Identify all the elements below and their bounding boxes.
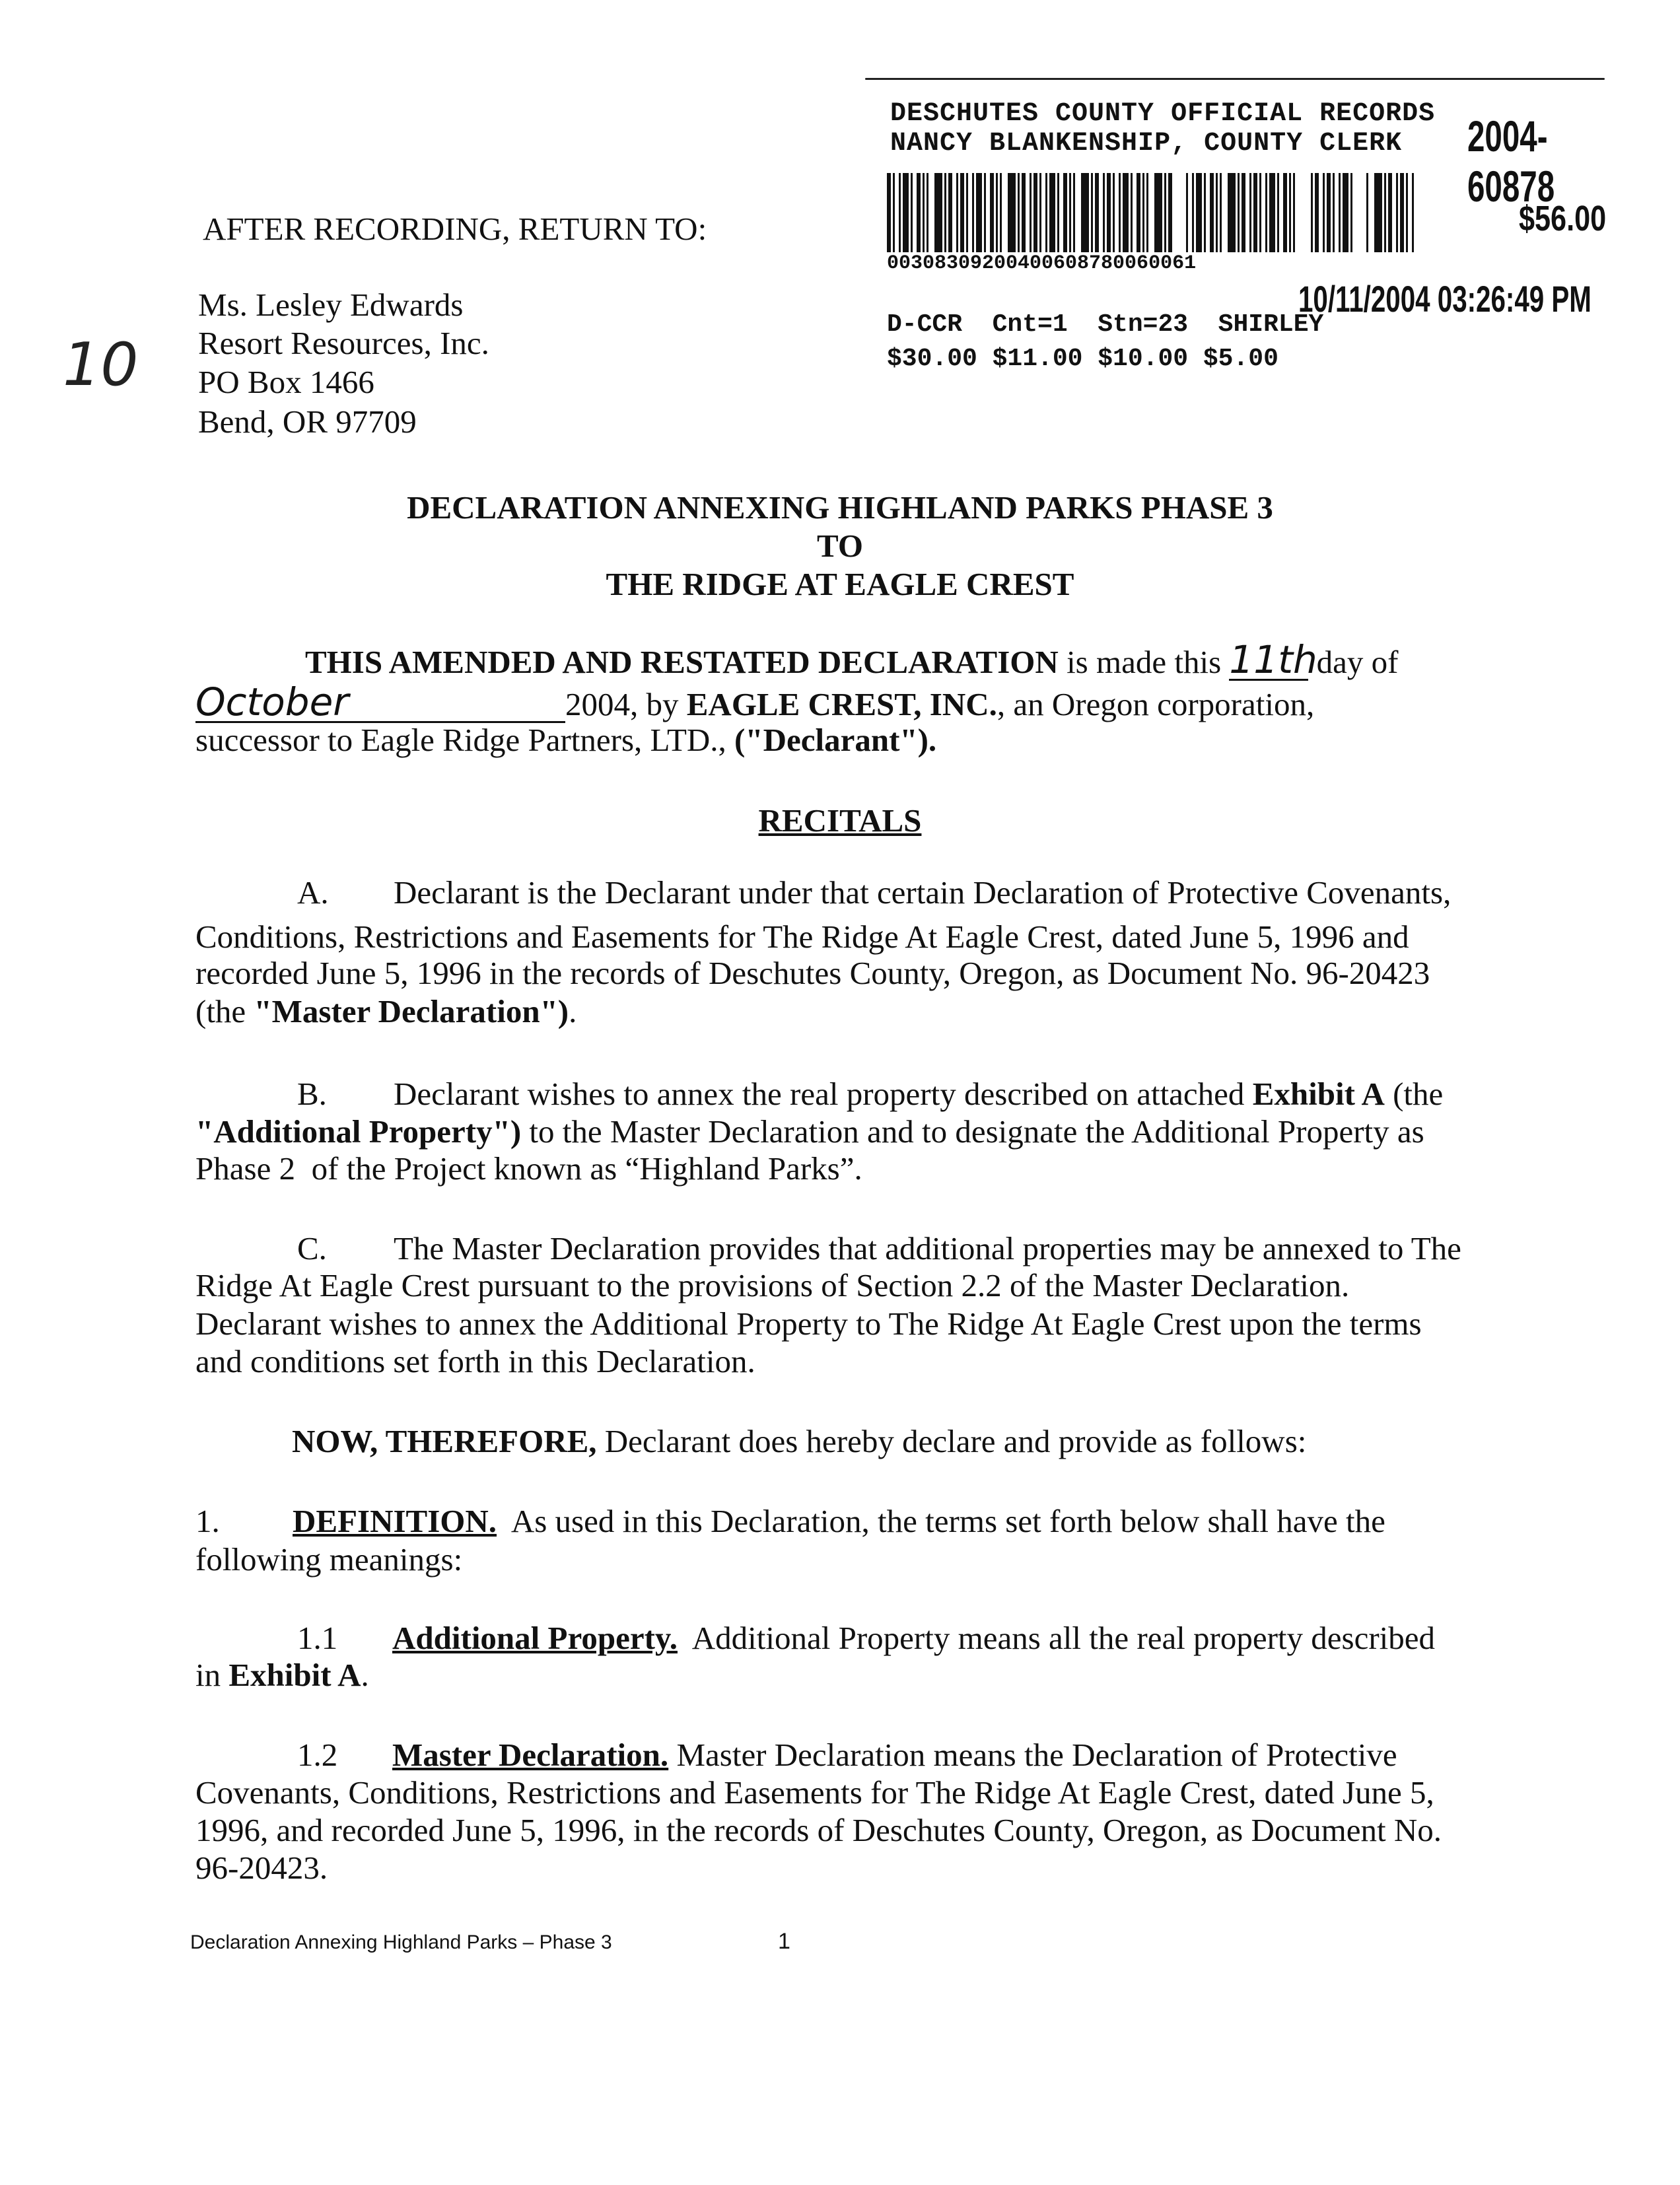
intro-day-of: day of (1308, 644, 1399, 680)
section-1-2-line-1 (392, 1736, 1397, 1774)
section-1-number: 1. (195, 1503, 220, 1539)
now-therefore-text: Declarant does hereby declare and provide as follows: (596, 1423, 1307, 1459)
intro-lead: THIS AMENDED AND RESTATED DECLARATION (305, 644, 1059, 680)
section-1-2-line-3: 1996, and recorded June 5, 1996, in the records of Deschutes County, Oregon, as Document No. (195, 1812, 1442, 1848)
recital-c-letter: C. (297, 1230, 327, 1266)
section-1-line-2: following meanings: (195, 1541, 463, 1578)
recital-a-line-4 (195, 992, 577, 1031)
stamp-records-line: DESCHUTES COUNTY OFFICIAL RECORDS (890, 99, 1436, 129)
return-to-heading: AFTER RECORDING, RETURN TO: (203, 211, 707, 247)
recital-b-line-2 (195, 1113, 1424, 1151)
recital-c-line-3: Declarant wishes to annex the Additional Property to The Ridge At Eagle Crest upon the terms (195, 1305, 1422, 1342)
return-city-state-zip: Bend, OR 97709 (198, 403, 417, 440)
title-line-3: THE RIDGE AT EAGLE CREST (606, 566, 1074, 602)
recital-c-line-1: The Master Declaration provides that additional properties may be annexed to The (394, 1230, 1461, 1266)
intro-successor: successor to Eagle Ridge Partners, LTD., (195, 722, 735, 758)
barcode-digits: 00308309200400608780060061 (887, 252, 1197, 275)
section-1-heading: DEFINITION. (293, 1503, 497, 1539)
stamp-codes-line: D-CCR Cnt=1 Stn=23 SHIRLEY (887, 310, 1324, 339)
intro-declarant: ("Declarant"). (734, 722, 937, 758)
section-1-1-exhibit-a: Exhibit A (228, 1657, 361, 1693)
section-1-1-in: in (195, 1657, 229, 1693)
exhibit-a-reference: Exhibit A (1252, 1076, 1385, 1112)
stamp-amounts-line: $30.00 $11.00 $10.00 $5.00 (887, 345, 1278, 373)
recital-b-line-1-text: Declarant wishes to annex the real property described on attached (394, 1076, 1253, 1112)
intro-month-handwritten: October (195, 683, 565, 723)
barcode (887, 173, 1415, 252)
section-1-1-number: 1.1 (297, 1620, 338, 1656)
intro-line-2 (195, 679, 1315, 724)
section-1-1-text: Additional Property means all the real property described (677, 1620, 1436, 1656)
recital-b-line-1 (394, 1075, 1443, 1113)
title-line-1: DECLARATION ANNEXING HIGHLAND PARKS PHASE 3 (407, 489, 1273, 526)
now-therefore-lead: NOW, THEREFORE, (292, 1423, 597, 1459)
section-1-1-line-1 (392, 1619, 1435, 1657)
footer-page-number: 1 (778, 1929, 790, 1954)
master-declaration-term: "Master Declaration") (254, 993, 569, 1029)
intro-line-1 (305, 637, 1482, 682)
section-1-2-line-4: 96-20423. (195, 1850, 328, 1886)
stamp-recorded-datetime: 10/11/2004 03:26:49 PM (1298, 278, 1592, 320)
recital-c-line-2: Ridge At Eagle Crest pursuant to the provisions of Section 2.2 of the Master Declaration. (195, 1267, 1350, 1303)
intro-company: EAGLE CREST, INC. (686, 686, 997, 722)
section-1-1-line-2 (195, 1656, 369, 1694)
now-therefore (292, 1422, 1306, 1461)
recital-b-line-1-end: (the (1384, 1076, 1444, 1112)
return-po-box: PO Box 1466 (198, 364, 374, 400)
intro-after-company: , an Oregon corporation, (997, 686, 1315, 722)
handwritten-margin-mark: 10 (63, 330, 139, 399)
recitals-heading: RECITALS (758, 802, 922, 839)
intro-made-this: is made this (1058, 644, 1230, 680)
intro-line-3 (195, 721, 936, 759)
recital-a-line-3: recorded June 5, 1996 in the records of Deschutes County, Oregon, as Document No. 96-20423 (195, 955, 1430, 991)
recital-a-line-2: Conditions, Restrictions and Easements for The Ridge At Eagle Crest, dated June 5, 1996 and (195, 919, 1409, 955)
intro-day-handwritten: 11th (1229, 637, 1317, 682)
recital-a-line-4-end: . (569, 993, 577, 1029)
section-1-2-line-2: Covenants, Conditions, Restrictions and Easements for The Ridge At Eagle Crest, dated June 5, (195, 1774, 1434, 1811)
section-1-1-period: . (361, 1657, 369, 1693)
section-1-1-heading: Additional Property. (392, 1620, 678, 1656)
stamp-clerk-line: NANCY BLANKENSHIP, COUNTY CLERK (890, 129, 1403, 158)
section-1-line-1 (293, 1502, 1385, 1541)
recital-b-line-2-text: to the Master Declaration and to designate the Additional Property as (521, 1113, 1424, 1150)
stamp-border (865, 78, 1605, 80)
intro-year-by: 2004, by (565, 686, 687, 722)
recital-a-line-1: Declarant is the Declarant under that certain Declaration of Protective Covenants, (394, 874, 1452, 911)
section-1-text: As used in this Declaration, the terms set forth below shall have the (497, 1503, 1385, 1539)
section-1-2-number: 1.2 (297, 1737, 338, 1773)
return-company: Resort Resources, Inc. (198, 325, 489, 361)
section-1-2-heading: Master Declaration. (392, 1737, 669, 1773)
recital-c-line-4: and conditions set forth in this Declaration. (195, 1343, 755, 1379)
recital-a-line-4-open: (the (195, 993, 254, 1029)
recital-b-letter: B. (297, 1076, 327, 1112)
recital-b-line-3: Phase 2 of the Project known as “Highland Parks”. (195, 1150, 862, 1187)
title-line-2: TO (817, 528, 863, 564)
recital-a-letter: A. (297, 874, 329, 911)
additional-property-term: "Additional Property") (195, 1113, 522, 1150)
stamp-document-number: 2004-60878 (1467, 112, 1555, 211)
footer-document-title: Declaration Annexing Highland Parks – Phase 3 (190, 1931, 612, 1953)
return-name: Ms. Lesley Edwards (198, 287, 464, 323)
stamp-fee-total: $56.00 (1519, 199, 1607, 238)
section-1-2-text: Master Declaration means the Declaration of Protective (668, 1737, 1397, 1773)
